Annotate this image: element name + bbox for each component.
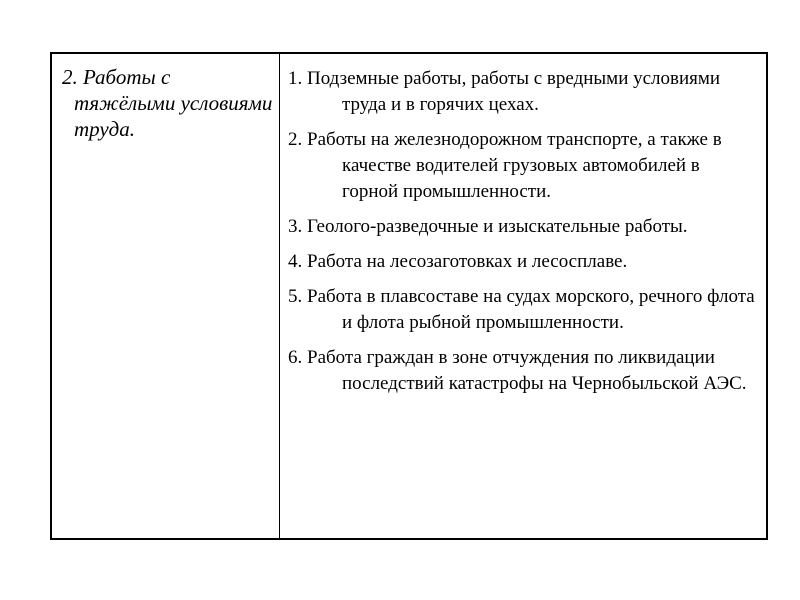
list-item: 3. Геолого-разведочные и изыскательные работы. xyxy=(288,216,688,237)
list-item: 6. Работа граждан в зоне отчуждения по ликвидации последствий катастрофы на Чернобыльской АЭС. xyxy=(288,347,747,394)
content-table xyxy=(50,52,768,540)
list-item: 2. Работы на железнодорожном транспорте, а также в качестве водителей грузовых автомобилей в горной промышленности. xyxy=(288,129,722,202)
list-item: 1. Подземные работы, работы с вредными условиями труда и в горячих цехах. xyxy=(288,68,721,115)
category-cell xyxy=(52,54,280,538)
category-heading: 2. Работы с тяжёлыми условиями труда. xyxy=(62,65,273,141)
list-cell xyxy=(280,54,766,538)
list-item: 4. Работа на лесозаготовках и лесосплаве. xyxy=(288,251,628,272)
list-item: 5. Работа в плавсоставе на судах морского, речного флота и флота рыбной промышленности. xyxy=(288,286,755,333)
